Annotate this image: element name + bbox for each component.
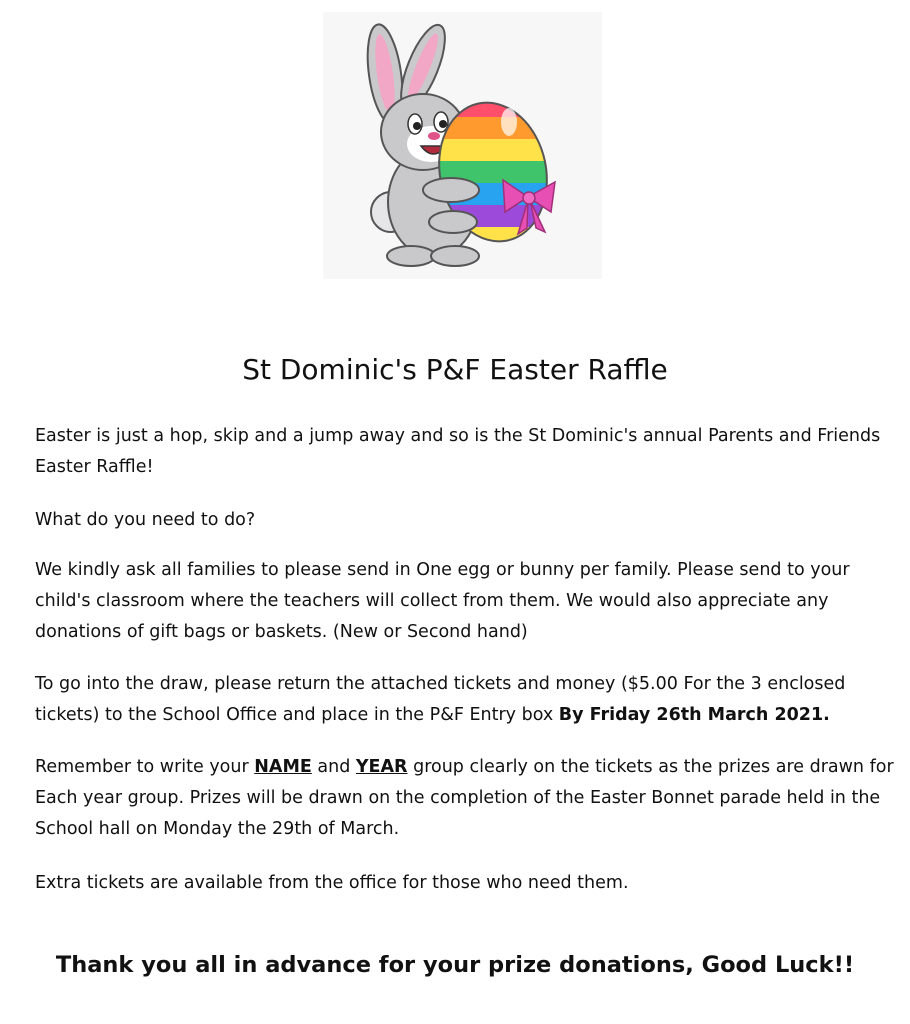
- closing-message: Thank you all in advance for your prize donations, Good Luck!!: [55, 952, 855, 978]
- bunny-foot-left: [387, 246, 435, 266]
- reminder-paragraph: [35, 752, 897, 845]
- draw-deadline: By Friday 26th March 2021.: [558, 705, 830, 725]
- draw-instructions-paragraph: [35, 669, 897, 731]
- donation-request-paragraph: We kindly ask all families to please send in One egg or bunny per family. Please send to your child's classroom where the teachers will collect from them. We would also appreciate any donations of gift bags or baskets. (New or Second hand): [35, 560, 850, 642]
- bunny-egg-image: [323, 12, 602, 279]
- page-title: St Dominic's P&F Easter Raffle: [242, 353, 668, 386]
- bunny-arm: [423, 178, 479, 202]
- reminder-text-b: and: [311, 757, 356, 777]
- extra-tickets-paragraph: Extra tickets are available from the office for those who need them.: [35, 873, 629, 893]
- intro-paragraph: Easter is just a hop, skip and a jump away and so is the St Dominic's annual Parents and Friends Easter Raffle!: [35, 426, 881, 477]
- reminder-text-a: Remember to write your: [35, 757, 255, 777]
- easter-bunny-illustration: [323, 12, 602, 279]
- bunny-foot-right: [431, 246, 479, 266]
- question-paragraph: What do you need to do?: [35, 510, 256, 530]
- bunny-nose: [428, 132, 440, 140]
- reminder-text-c: group clearly on the tickets as the prizes are drawn for Each year group. Prizes will be drawn on the completion of the Easter Bonnet parade held in the School hall on Monday the 29th of March.: [35, 757, 894, 839]
- draw-text: To go into the draw, please return the attached tickets and money ($5.00 For the 3 enclosed tickets) to the School Office and place in the P&F Entry box: [35, 674, 846, 725]
- year-emphasis: YEAR: [355, 757, 408, 777]
- name-emphasis: NAME: [254, 757, 312, 777]
